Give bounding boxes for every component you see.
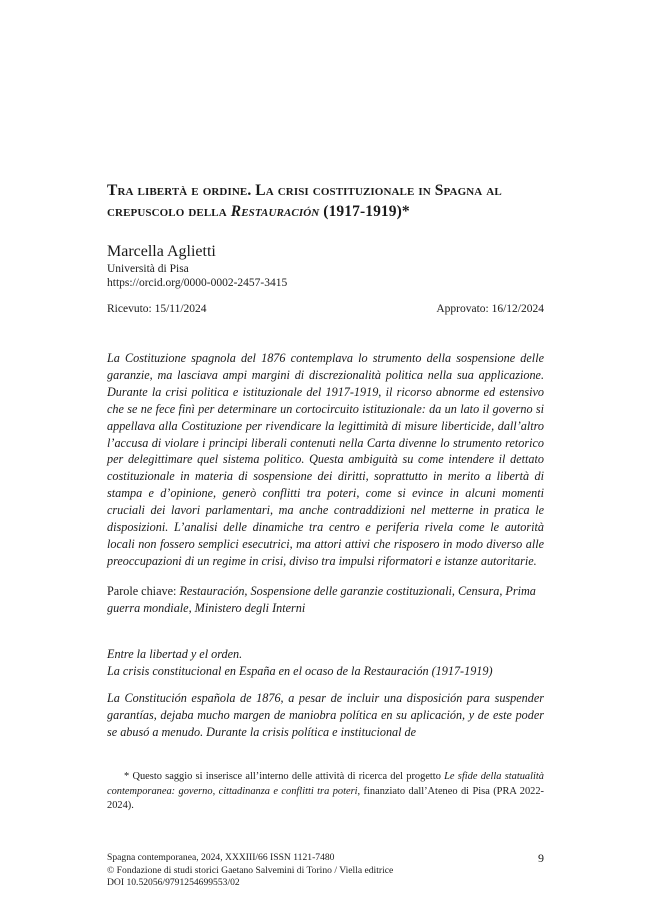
- affiliation: Università di Pisa: [107, 263, 189, 275]
- title-text-end: (1917-1919)*: [319, 203, 410, 220]
- received-date: Ricevuto: 15/11/2024: [107, 303, 207, 315]
- approved-date: Approvato: 16/12/2024: [436, 303, 544, 315]
- doi: DOI 10.52056/9791254699553/02: [107, 877, 240, 889]
- keywords-label: Parole chiave:: [107, 584, 180, 598]
- page-footer: [107, 852, 544, 890]
- orcid-link[interactable]: https://orcid.org/0000-0002-2457-3415: [107, 277, 288, 289]
- footnote-mark: *: [124, 771, 130, 782]
- spanish-title-line1: Entre la libertad y el orden.: [107, 647, 243, 661]
- author-name: Marcella Aglietti: [107, 243, 216, 260]
- article-title: [107, 180, 547, 222]
- spanish-title: [107, 646, 544, 680]
- footnote-text: Questo saggio si inserisce all’interno delle attività di ricerca del progetto: [129, 771, 445, 782]
- submission-dates: [107, 303, 544, 315]
- abstract-italian: La Costituzione spagnola del 1876 contemplava lo strumento della sospensione delle garanzie, ma lasciava ampi margini di discrezionalità politica nella sua applicazione. Durante la crisi politica e istituzionale del 1917-1919, il ricorso abnorme ed estensivo che se ne fece finì per determinare un cortocircuito istituzionale: da un lato il governo si appellava alla Costituzione per rivendicare la legittimità di misure liberticide, dall’altro l’accusa di violare i principi liberali contenuti nella Carta divenne lo strumento retorico per delegittimare quel sistema politico. Questa ambiguità su come intendere il dettato costituzionale in materia di sospensione dei diritti, soprattutto in merito a libertà di stampa e d’opinione, generò conflitti tra poteri, come si evince in alcuni momenti cruciali dei lavori parlamentari, ma anche contraddizioni nel metterne in pratica le disposizioni. L’analisi delle dinamiche tra centro e periferia rivela come le autorità locali non fossero semplici esecutrici, ma attori attivi che risposero in modo diverso alle preoccupazioni di un regime in crisi, diviso tra impulsi riformatori e istanze autoritarie.: [107, 351, 544, 568]
- spanish-title-line2: La crisis constitucional en España en el ocaso de la Restauración (1917-1919): [107, 664, 493, 678]
- footnote-text-end: , finanziato dall’Ateneo di Pisa (PRA 2022-2024).: [107, 785, 544, 811]
- footnote-project-title: Le sfide della statualità contemporanea: governo, cittadinanza e conflitti tra poteri: [107, 771, 544, 797]
- title-text: Tra libertà e ordine. La crisi costituzionale in Spagna al crepuscolo della: [107, 182, 502, 220]
- copyright: © Fondazione di studi storici Gaetano Salvemini di Torino / Viella editrice: [107, 864, 394, 876]
- footnote: [107, 770, 544, 814]
- journal-info: Spagna contemporanea, 2024, XXXIII/66 ISSN 1121-7480: [107, 852, 335, 863]
- abstract-spanish: La Constitución española de 1876, a pesar de incluir una disposición para suspender garantías, dejaba mucho margen de maniobra política en su aplicación, y de este poder se abusó a menudo. Durante la crisis política e institucional de: [107, 691, 544, 739]
- title-italic-text: Restauración: [230, 203, 320, 220]
- page-number: 9: [538, 851, 544, 865]
- keywords: [107, 583, 544, 617]
- keywords-values: Restauración, Sospensione delle garanzie costituzionali, Censura, Prima guerra mondiale, Ministero degli Interni: [107, 584, 536, 615]
- author-info: [107, 262, 287, 290]
